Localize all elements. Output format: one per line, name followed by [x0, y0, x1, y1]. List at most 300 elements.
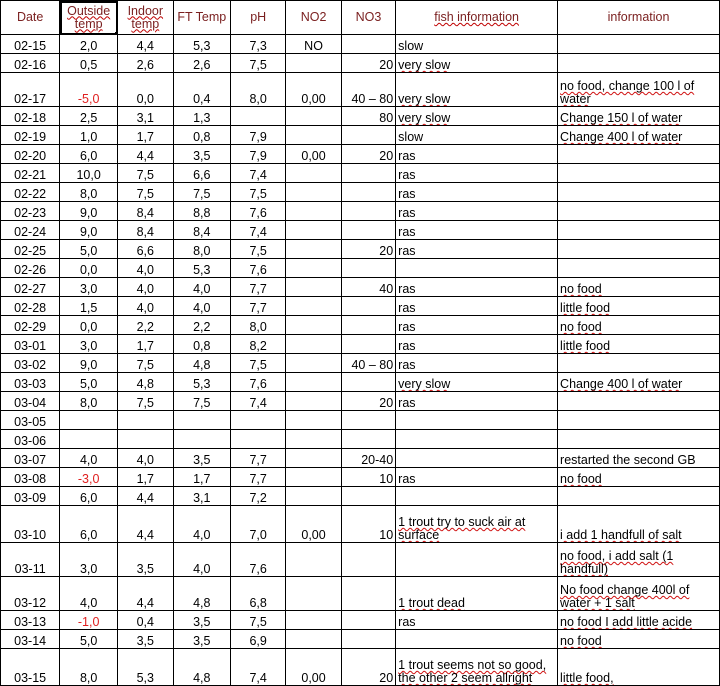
cell-no2[interactable]: [286, 259, 341, 278]
cell-information[interactable]: [558, 54, 720, 73]
cell-date[interactable]: 02-21: [1, 164, 60, 183]
cell-outside-temp[interactable]: 9,0: [60, 354, 118, 373]
cell-date[interactable]: 02-28: [1, 297, 60, 316]
cell-indoor-temp[interactable]: 3,1: [118, 107, 174, 126]
cell-no3[interactable]: [341, 221, 395, 240]
cell-outside-temp[interactable]: 4,0: [60, 449, 118, 468]
cell-ft-temp[interactable]: 3,5: [173, 145, 230, 164]
cell-outside-temp[interactable]: 8,0: [60, 183, 118, 202]
cell-indoor-temp[interactable]: 4,4: [118, 35, 174, 54]
cell-fish-information[interactable]: [396, 630, 558, 649]
cell-outside-temp[interactable]: [60, 411, 118, 430]
cell-no2[interactable]: [286, 468, 341, 487]
cell-indoor-temp[interactable]: 2,6: [118, 54, 174, 73]
cell-information[interactable]: little food,: [558, 649, 720, 686]
cell-no3[interactable]: [341, 411, 395, 430]
cell-ft-temp[interactable]: 8,8: [173, 202, 230, 221]
cell-indoor-temp[interactable]: 4,4: [118, 487, 174, 506]
cell-outside-temp[interactable]: 9,0: [60, 202, 118, 221]
table-row: [1, 54, 720, 73]
cell-no3[interactable]: [341, 164, 395, 183]
cell-outside-temp[interactable]: -3,0: [60, 468, 118, 487]
cell-ph[interactable]: 8,2: [231, 335, 286, 354]
cell-ph[interactable]: 6,8: [231, 577, 286, 611]
cell-date[interactable]: 03-01: [1, 335, 60, 354]
cell-fish-information[interactable]: 1 trout try to suck air at surface: [396, 506, 558, 543]
cell-fish-information[interactable]: ras: [396, 611, 558, 630]
cell-indoor-temp[interactable]: 4,0: [118, 449, 174, 468]
table-row: [1, 259, 720, 278]
cell-no3[interactable]: [341, 316, 395, 335]
table-row: [1, 145, 720, 164]
cell-no2[interactable]: [286, 107, 341, 126]
cell-indoor-temp[interactable]: 7,5: [118, 392, 174, 411]
table-row: [1, 487, 720, 506]
cell-no2[interactable]: NO: [286, 35, 341, 54]
cell-date[interactable]: 02-16: [1, 54, 60, 73]
cell-outside-temp[interactable]: 3,0: [60, 543, 118, 577]
cell-date[interactable]: 02-15: [1, 35, 60, 54]
cell-date[interactable]: 03-10: [1, 506, 60, 543]
cell-outside-temp[interactable]: 1,5: [60, 297, 118, 316]
header-ph[interactable]: pH: [231, 1, 286, 35]
cell-ft-temp[interactable]: 4,0: [173, 297, 230, 316]
cell-indoor-temp[interactable]: 8,4: [118, 221, 174, 240]
cell-fish-information[interactable]: [396, 430, 558, 449]
cell-fish-information[interactable]: very slow: [396, 107, 558, 126]
cell-indoor-temp[interactable]: 7,5: [118, 164, 174, 183]
cell-ph[interactable]: 7,7: [231, 278, 286, 297]
cell-outside-temp[interactable]: 1,0: [60, 126, 118, 145]
cell-outside-temp[interactable]: 9,0: [60, 221, 118, 240]
cell-ft-temp[interactable]: 7,5: [173, 392, 230, 411]
table-row: [1, 649, 720, 686]
cell-no2[interactable]: [286, 316, 341, 335]
cell-no3[interactable]: [341, 373, 395, 392]
cell-outside-temp[interactable]: [60, 430, 118, 449]
cell-date[interactable]: 02-23: [1, 202, 60, 221]
header-no2[interactable]: NO2: [286, 1, 341, 35]
cell-no3[interactable]: 20-40: [341, 449, 395, 468]
cell-outside-temp[interactable]: 10,0: [60, 164, 118, 183]
cell-no2[interactable]: [286, 335, 341, 354]
cell-fish-information[interactable]: very slow: [396, 373, 558, 392]
cell-fish-information[interactable]: ras: [396, 164, 558, 183]
cell-information[interactable]: [558, 392, 720, 411]
cell-no3[interactable]: 20: [341, 54, 395, 73]
cell-ft-temp[interactable]: 3,1: [173, 487, 230, 506]
cell-no3[interactable]: 40 – 80: [341, 354, 395, 373]
table-row: [1, 73, 720, 107]
cell-information[interactable]: Change 400 l of water: [558, 126, 720, 145]
cell-no2[interactable]: [286, 430, 341, 449]
cell-ph[interactable]: 7,5: [231, 611, 286, 630]
cell-no3[interactable]: [341, 543, 395, 577]
cell-information[interactable]: [558, 183, 720, 202]
cell-outside-temp[interactable]: -1,0: [60, 611, 118, 630]
cell-no2[interactable]: [286, 240, 341, 259]
cell-outside-temp[interactable]: -5,0: [60, 73, 118, 107]
cell-outside-temp[interactable]: 0,0: [60, 316, 118, 335]
cell-ph[interactable]: 6,9: [231, 630, 286, 649]
cell-no2[interactable]: 0,00: [286, 649, 341, 686]
cell-fish-information[interactable]: ras: [396, 297, 558, 316]
cell-date[interactable]: 02-17: [1, 73, 60, 107]
cell-ft-temp[interactable]: 6,6: [173, 164, 230, 183]
cell-fish-information[interactable]: [396, 259, 558, 278]
cell-ft-temp[interactable]: 4,0: [173, 506, 230, 543]
cell-date[interactable]: 03-05: [1, 411, 60, 430]
cell-indoor-temp[interactable]: 3,5: [118, 630, 174, 649]
cell-information[interactable]: no food I add little acide: [558, 611, 720, 630]
cell-ph[interactable]: 7,6: [231, 259, 286, 278]
cell-information[interactable]: No food change 400l of water + 1 salt: [558, 577, 720, 611]
cell-no3[interactable]: [341, 126, 395, 145]
cell-information[interactable]: [558, 240, 720, 259]
cell-ft-temp[interactable]: 5,3: [173, 373, 230, 392]
cell-date[interactable]: 03-12: [1, 577, 60, 611]
cell-ft-temp[interactable]: 2,2: [173, 316, 230, 335]
cell-ft-temp[interactable]: 3,5: [173, 630, 230, 649]
cell-no3[interactable]: [341, 183, 395, 202]
cell-date[interactable]: 03-04: [1, 392, 60, 411]
cell-indoor-temp[interactable]: 5,3: [118, 649, 174, 686]
cell-no2[interactable]: [286, 297, 341, 316]
cell-no2[interactable]: [286, 354, 341, 373]
cell-fish-information[interactable]: very slow: [396, 73, 558, 107]
cell-fish-information[interactable]: ras: [396, 145, 558, 164]
cell-ph[interactable]: 7,4: [231, 221, 286, 240]
cell-information[interactable]: no food: [558, 468, 720, 487]
cell-no3[interactable]: 20: [341, 145, 395, 164]
cell-information[interactable]: Change 400 l of water: [558, 373, 720, 392]
cell-ph[interactable]: 8,0: [231, 316, 286, 335]
table-row: [1, 611, 720, 630]
cell-no2[interactable]: [286, 126, 341, 145]
cell-ft-temp[interactable]: 4,8: [173, 354, 230, 373]
cell-no3[interactable]: 20: [341, 392, 395, 411]
cell-fish-information[interactable]: ras: [396, 354, 558, 373]
cell-date[interactable]: 03-15: [1, 649, 60, 686]
cell-ph[interactable]: 7,5: [231, 354, 286, 373]
cell-fish-information[interactable]: slow: [396, 126, 558, 145]
cell-ft-temp[interactable]: 8,0: [173, 240, 230, 259]
cell-outside-temp[interactable]: 3,0: [60, 335, 118, 354]
cell-information[interactable]: no food, i add salt (1 handfull): [558, 543, 720, 577]
header-indoor-temp-label: Indoor temp: [127, 3, 164, 31]
cell-information[interactable]: no food: [558, 630, 720, 649]
cell-no3[interactable]: 40: [341, 278, 395, 297]
cell-indoor-temp[interactable]: 4,8: [118, 373, 174, 392]
cell-information[interactable]: [558, 487, 720, 506]
cell-indoor-temp[interactable]: 4,0: [118, 297, 174, 316]
cell-information[interactable]: [558, 164, 720, 183]
cell-information[interactable]: [558, 35, 720, 54]
cell-outside-temp[interactable]: 6,0: [60, 487, 118, 506]
cell-information[interactable]: [558, 430, 720, 449]
cell-no3[interactable]: [341, 259, 395, 278]
cell-date[interactable]: 02-26: [1, 259, 60, 278]
cell-no2[interactable]: [286, 449, 341, 468]
cell-no2[interactable]: [286, 543, 341, 577]
header-information[interactable]: information: [558, 1, 720, 35]
cell-ft-temp[interactable]: 4,8: [173, 649, 230, 686]
cell-no3[interactable]: [341, 430, 395, 449]
cell-outside-temp[interactable]: 6,0: [60, 145, 118, 164]
cell-fish-information[interactable]: ras: [396, 183, 558, 202]
table-row: [1, 449, 720, 468]
cell-information[interactable]: [558, 145, 720, 164]
cell-fish-information[interactable]: 1 trout dead: [396, 577, 558, 611]
header-fish-information-label: fish information: [434, 10, 519, 24]
cell-indoor-temp[interactable]: 7,5: [118, 183, 174, 202]
cell-indoor-temp[interactable]: 1,7: [118, 126, 174, 145]
cell-no2[interactable]: [286, 54, 341, 73]
cell-no3[interactable]: [341, 630, 395, 649]
cell-ft-temp[interactable]: 4,8: [173, 577, 230, 611]
cell-indoor-temp[interactable]: 4,0: [118, 278, 174, 297]
cell-no3[interactable]: [341, 335, 395, 354]
cell-no3[interactable]: [341, 487, 395, 506]
cell-ft-temp[interactable]: 3,5: [173, 611, 230, 630]
cell-information[interactable]: no food, change 100 l of water: [558, 73, 720, 107]
cell-ph[interactable]: [231, 411, 286, 430]
cell-information[interactable]: little food: [558, 335, 720, 354]
cell-fish-information[interactable]: [396, 487, 558, 506]
cell-outside-temp[interactable]: 5,0: [60, 240, 118, 259]
cell-no2[interactable]: 0,00: [286, 506, 341, 543]
cell-outside-temp[interactable]: 8,0: [60, 649, 118, 686]
cell-fish-information[interactable]: [396, 543, 558, 577]
cell-date[interactable]: 02-27: [1, 278, 60, 297]
cell-indoor-temp[interactable]: 0,4: [118, 611, 174, 630]
cell-no2[interactable]: [286, 221, 341, 240]
cell-fish-information[interactable]: slow: [396, 35, 558, 54]
cell-indoor-temp[interactable]: 4,4: [118, 577, 174, 611]
cell-ph[interactable]: 7,3: [231, 35, 286, 54]
cell-ft-temp[interactable]: 8,4: [173, 221, 230, 240]
cell-indoor-temp[interactable]: [118, 411, 174, 430]
cell-ph[interactable]: 7,9: [231, 126, 286, 145]
cell-no2[interactable]: [286, 630, 341, 649]
cell-no2[interactable]: [286, 411, 341, 430]
cell-fish-information[interactable]: ras: [396, 468, 558, 487]
header-ft-temp[interactable]: [173, 1, 230, 35]
cell-no3[interactable]: 80: [341, 107, 395, 126]
cell-no3[interactable]: 20: [341, 649, 395, 686]
table-row: [1, 221, 720, 240]
cell-ph[interactable]: 7,5: [231, 240, 286, 259]
cell-indoor-temp[interactable]: 6,6: [118, 240, 174, 259]
cell-information[interactable]: i add 1 handfull of salt: [558, 506, 720, 543]
cell-ph[interactable]: 7,9: [231, 145, 286, 164]
cell-ph[interactable]: 8,0: [231, 73, 286, 107]
cell-date[interactable]: 03-06: [1, 430, 60, 449]
cell-ph[interactable]: 7,7: [231, 468, 286, 487]
cell-no3[interactable]: 40 – 80: [341, 73, 395, 107]
cell-no3[interactable]: 10: [341, 506, 395, 543]
cell-ph[interactable]: 7,6: [231, 202, 286, 221]
cell-ph[interactable]: [231, 107, 286, 126]
cell-ph[interactable]: 7,0: [231, 506, 286, 543]
cell-date[interactable]: 03-03: [1, 373, 60, 392]
cell-fish-information[interactable]: ras: [396, 202, 558, 221]
cell-ft-temp[interactable]: 7,5: [173, 183, 230, 202]
table-row: [1, 297, 720, 316]
cell-ft-temp[interactable]: 0,8: [173, 126, 230, 145]
cell-date[interactable]: 02-29: [1, 316, 60, 335]
cell-outside-temp[interactable]: 8,0: [60, 392, 118, 411]
cell-information[interactable]: [558, 411, 720, 430]
table-row: [1, 354, 720, 373]
cell-ft-temp[interactable]: 4,0: [173, 278, 230, 297]
cell-date[interactable]: 02-18: [1, 107, 60, 126]
cell-outside-temp[interactable]: 5,0: [60, 630, 118, 649]
cell-information[interactable]: [558, 202, 720, 221]
cell-no3[interactable]: [341, 202, 395, 221]
table-row: [1, 183, 720, 202]
cell-ph[interactable]: 7,7: [231, 449, 286, 468]
cell-date[interactable]: 02-20: [1, 145, 60, 164]
cell-fish-information[interactable]: 1 trout seems not so good, the other 2 seem allright: [396, 649, 558, 686]
cell-outside-temp[interactable]: 3,0: [60, 278, 118, 297]
cell-ph[interactable]: 7,6: [231, 373, 286, 392]
cell-no2[interactable]: [286, 392, 341, 411]
cell-indoor-temp[interactable]: 2,2: [118, 316, 174, 335]
cell-ft-temp[interactable]: 1,7: [173, 468, 230, 487]
cell-date[interactable]: 03-09: [1, 487, 60, 506]
cell-no3[interactable]: [341, 577, 395, 611]
cell-indoor-temp[interactable]: 4,0: [118, 259, 174, 278]
cell-no2[interactable]: 0,00: [286, 73, 341, 107]
cell-ft-temp[interactable]: 1,3: [173, 107, 230, 126]
cell-ph[interactable]: 7,5: [231, 54, 286, 73]
cell-date[interactable]: 02-24: [1, 221, 60, 240]
header-fish-information[interactable]: [396, 1, 558, 35]
cell-information[interactable]: no food: [558, 278, 720, 297]
cell-outside-temp[interactable]: 0,0: [60, 259, 118, 278]
cell-ph[interactable]: [231, 430, 286, 449]
cell-ph[interactable]: 7,5: [231, 183, 286, 202]
cell-no3[interactable]: 20: [341, 240, 395, 259]
cell-date[interactable]: 03-07: [1, 449, 60, 468]
cell-indoor-temp[interactable]: [118, 430, 174, 449]
cell-information[interactable]: [558, 259, 720, 278]
cell-fish-information[interactable]: ras: [396, 221, 558, 240]
cell-indoor-temp[interactable]: 4,4: [118, 506, 174, 543]
cell-ft-temp[interactable]: [173, 430, 230, 449]
table-row: [1, 506, 720, 543]
cell-outside-temp[interactable]: 6,0: [60, 506, 118, 543]
cell-date[interactable]: 03-11: [1, 543, 60, 577]
cell-ft-temp[interactable]: 0,8: [173, 335, 230, 354]
cell-date[interactable]: 03-14: [1, 630, 60, 649]
cell-information[interactable]: Change 150 l of water: [558, 107, 720, 126]
cell-date[interactable]: 03-02: [1, 354, 60, 373]
cell-no2[interactable]: [286, 183, 341, 202]
cell-ft-temp[interactable]: 0,4: [173, 73, 230, 107]
cell-ph[interactable]: 7,4: [231, 392, 286, 411]
cell-no2[interactable]: [286, 487, 341, 506]
cell-information[interactable]: restarted the second GB: [558, 449, 720, 468]
cell-no2[interactable]: [286, 164, 341, 183]
cell-outside-temp[interactable]: 2,5: [60, 107, 118, 126]
cell-fish-information[interactable]: ras: [396, 335, 558, 354]
cell-ft-temp[interactable]: 3,5: [173, 449, 230, 468]
cell-date[interactable]: 02-25: [1, 240, 60, 259]
cell-information[interactable]: [558, 221, 720, 240]
cell-indoor-temp[interactable]: 8,4: [118, 202, 174, 221]
cell-ph[interactable]: 7,7: [231, 297, 286, 316]
cell-date[interactable]: 03-13: [1, 611, 60, 630]
cell-indoor-temp[interactable]: 0,0: [118, 73, 174, 107]
header-outside-temp[interactable]: [60, 1, 118, 35]
cell-no3[interactable]: [341, 35, 395, 54]
cell-ft-temp[interactable]: [173, 411, 230, 430]
cell-fish-information[interactable]: [396, 449, 558, 468]
cell-outside-temp[interactable]: 2,0: [60, 35, 118, 54]
header-date[interactable]: Date: [1, 1, 60, 35]
cell-no3[interactable]: [341, 297, 395, 316]
cell-indoor-temp[interactable]: 1,7: [118, 468, 174, 487]
cell-no3[interactable]: [341, 611, 395, 630]
cell-ph[interactable]: 7,4: [231, 649, 286, 686]
cell-indoor-temp[interactable]: 3,5: [118, 543, 174, 577]
cell-fish-information[interactable]: ras: [396, 392, 558, 411]
cell-outside-temp[interactable]: 5,0: [60, 373, 118, 392]
cell-no2[interactable]: [286, 373, 341, 392]
cell-no2[interactable]: [286, 202, 341, 221]
cell-no2[interactable]: 0,00: [286, 145, 341, 164]
table-row: [1, 278, 720, 297]
cell-indoor-temp[interactable]: 4,4: [118, 145, 174, 164]
cell-no2[interactable]: [286, 278, 341, 297]
cell-fish-information[interactable]: [396, 411, 558, 430]
cell-fish-information[interactable]: ras: [396, 278, 558, 297]
cell-outside-temp[interactable]: 0,5: [60, 54, 118, 73]
header-no3[interactable]: NO3: [341, 1, 395, 35]
cell-no2[interactable]: [286, 577, 341, 611]
cell-information[interactable]: no food: [558, 316, 720, 335]
table-row: [1, 240, 720, 259]
cell-date[interactable]: 02-22: [1, 183, 60, 202]
cell-ft-temp[interactable]: 4,0: [173, 543, 230, 577]
cell-ft-temp[interactable]: 5,3: [173, 35, 230, 54]
table-row: [1, 430, 720, 449]
cell-information[interactable]: [558, 354, 720, 373]
cell-fish-information[interactable]: ras: [396, 316, 558, 335]
cell-no3[interactable]: 10: [341, 468, 395, 487]
table-body: [1, 35, 720, 686]
cell-no2[interactable]: [286, 611, 341, 630]
cell-outside-temp[interactable]: 4,0: [60, 577, 118, 611]
cell-ft-temp[interactable]: 5,3: [173, 259, 230, 278]
cell-ph[interactable]: 7,4: [231, 164, 286, 183]
cell-ft-temp[interactable]: 2,6: [173, 54, 230, 73]
cell-date[interactable]: 03-08: [1, 468, 60, 487]
cell-indoor-temp[interactable]: 7,5: [118, 354, 174, 373]
cell-fish-information[interactable]: very slow: [396, 54, 558, 73]
cell-date[interactable]: 02-19: [1, 126, 60, 145]
header-indoor-temp[interactable]: [118, 1, 174, 35]
table-row: [1, 543, 720, 577]
cell-information[interactable]: little food: [558, 297, 720, 316]
cell-indoor-temp[interactable]: 1,7: [118, 335, 174, 354]
cell-fish-information[interactable]: ras: [396, 240, 558, 259]
cell-ph[interactable]: 7,6: [231, 543, 286, 577]
cell-ph[interactable]: 7,2: [231, 487, 286, 506]
header-outside-temp-label: Outside temp: [67, 3, 111, 31]
